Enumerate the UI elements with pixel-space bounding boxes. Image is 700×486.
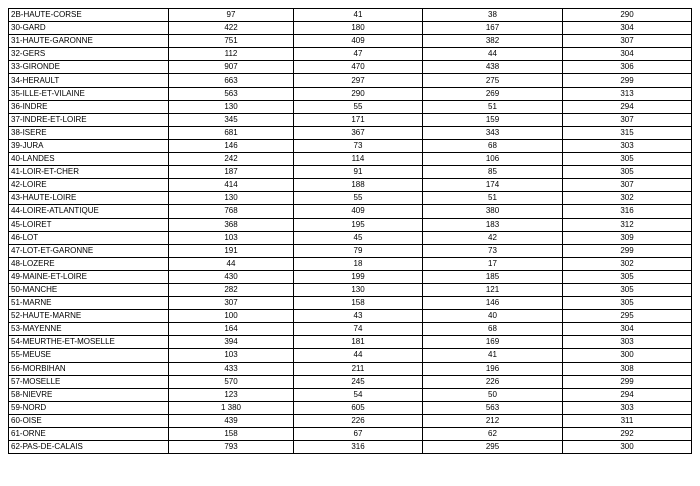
value-cell: 367 bbox=[294, 126, 423, 139]
department-name-cell: 61-ORNE bbox=[9, 428, 169, 441]
department-name-cell: 38-ISERE bbox=[9, 126, 169, 139]
value-cell: 44 bbox=[423, 48, 563, 61]
value-cell: 315 bbox=[563, 126, 692, 139]
value-cell: 212 bbox=[423, 414, 563, 427]
value-cell: 171 bbox=[294, 113, 423, 126]
value-cell: 302 bbox=[563, 257, 692, 270]
value-cell: 130 bbox=[294, 283, 423, 296]
table-row bbox=[9, 401, 692, 414]
value-cell: 42 bbox=[423, 231, 563, 244]
value-cell: 380 bbox=[423, 205, 563, 218]
department-name-cell: 42-LOIRE bbox=[9, 179, 169, 192]
value-cell: 62 bbox=[423, 428, 563, 441]
department-name-cell: 62-PAS-DE-CALAIS bbox=[9, 441, 169, 454]
value-cell: 199 bbox=[294, 270, 423, 283]
value-cell: 316 bbox=[563, 205, 692, 218]
value-cell: 414 bbox=[169, 179, 294, 192]
table-row bbox=[9, 126, 692, 139]
value-cell: 311 bbox=[563, 414, 692, 427]
department-name-cell: 43-HAUTE-LOIRE bbox=[9, 192, 169, 205]
value-cell: 907 bbox=[169, 61, 294, 74]
value-cell: 183 bbox=[423, 218, 563, 231]
value-cell: 269 bbox=[423, 87, 563, 100]
value-cell: 305 bbox=[563, 297, 692, 310]
table-row bbox=[9, 100, 692, 113]
value-cell: 307 bbox=[563, 35, 692, 48]
value-cell: 394 bbox=[169, 336, 294, 349]
value-cell: 191 bbox=[169, 244, 294, 257]
value-cell: 299 bbox=[563, 375, 692, 388]
value-cell: 158 bbox=[294, 297, 423, 310]
value-cell: 50 bbox=[423, 388, 563, 401]
value-cell: 67 bbox=[294, 428, 423, 441]
department-name-cell: 49-MAINE-ET-LOIRE bbox=[9, 270, 169, 283]
value-cell: 295 bbox=[563, 310, 692, 323]
value-cell: 174 bbox=[423, 179, 563, 192]
value-cell: 438 bbox=[423, 61, 563, 74]
value-cell: 73 bbox=[423, 244, 563, 257]
value-cell: 226 bbox=[423, 375, 563, 388]
department-name-cell: 48-LOZERE bbox=[9, 257, 169, 270]
department-name-cell: 46-LOT bbox=[9, 231, 169, 244]
value-cell: 368 bbox=[169, 218, 294, 231]
department-name-cell: 56-MORBIHAN bbox=[9, 362, 169, 375]
value-cell: 114 bbox=[294, 153, 423, 166]
value-cell: 55 bbox=[294, 100, 423, 113]
value-cell: 91 bbox=[294, 166, 423, 179]
table-body bbox=[9, 9, 692, 454]
value-cell: 44 bbox=[294, 349, 423, 362]
value-cell: 768 bbox=[169, 205, 294, 218]
value-cell: 103 bbox=[169, 349, 294, 362]
value-cell: 180 bbox=[294, 22, 423, 35]
value-cell: 45 bbox=[294, 231, 423, 244]
table-row bbox=[9, 166, 692, 179]
table-row bbox=[9, 153, 692, 166]
table-row bbox=[9, 270, 692, 283]
value-cell: 313 bbox=[563, 87, 692, 100]
value-cell: 305 bbox=[563, 283, 692, 296]
value-cell: 106 bbox=[423, 153, 563, 166]
value-cell: 307 bbox=[563, 113, 692, 126]
value-cell: 245 bbox=[294, 375, 423, 388]
table-row bbox=[9, 310, 692, 323]
table-row bbox=[9, 441, 692, 454]
department-name-cell: 37-INDRE-ET-LOIRE bbox=[9, 113, 169, 126]
value-cell: 79 bbox=[294, 244, 423, 257]
value-cell: 304 bbox=[563, 323, 692, 336]
value-cell: 130 bbox=[169, 192, 294, 205]
value-cell: 663 bbox=[169, 74, 294, 87]
department-name-cell: 52-HAUTE-MARNE bbox=[9, 310, 169, 323]
table-row bbox=[9, 35, 692, 48]
value-cell: 306 bbox=[563, 61, 692, 74]
value-cell: 74 bbox=[294, 323, 423, 336]
value-cell: 422 bbox=[169, 22, 294, 35]
value-cell: 169 bbox=[423, 336, 563, 349]
table-row bbox=[9, 74, 692, 87]
department-name-cell: 36-INDRE bbox=[9, 100, 169, 113]
value-cell: 300 bbox=[563, 349, 692, 362]
value-cell: 299 bbox=[563, 244, 692, 257]
value-cell: 605 bbox=[294, 401, 423, 414]
value-cell: 303 bbox=[563, 401, 692, 414]
value-cell: 343 bbox=[423, 126, 563, 139]
table-row bbox=[9, 48, 692, 61]
value-cell: 112 bbox=[169, 48, 294, 61]
value-cell: 793 bbox=[169, 441, 294, 454]
value-cell: 123 bbox=[169, 388, 294, 401]
value-cell: 195 bbox=[294, 218, 423, 231]
value-cell: 187 bbox=[169, 166, 294, 179]
value-cell: 100 bbox=[169, 310, 294, 323]
department-name-cell: 51-MARNE bbox=[9, 297, 169, 310]
department-name-cell: 33-GIRONDE bbox=[9, 61, 169, 74]
value-cell: 51 bbox=[423, 192, 563, 205]
value-cell: 312 bbox=[563, 218, 692, 231]
table-row bbox=[9, 428, 692, 441]
table-row bbox=[9, 323, 692, 336]
value-cell: 68 bbox=[423, 323, 563, 336]
value-cell: 146 bbox=[423, 297, 563, 310]
department-name-cell: 59-NORD bbox=[9, 401, 169, 414]
value-cell: 305 bbox=[563, 270, 692, 283]
value-cell: 433 bbox=[169, 362, 294, 375]
table-row bbox=[9, 87, 692, 100]
value-cell: 103 bbox=[169, 231, 294, 244]
value-cell: 164 bbox=[169, 323, 294, 336]
value-cell: 43 bbox=[294, 310, 423, 323]
value-cell: 307 bbox=[169, 297, 294, 310]
value-cell: 159 bbox=[423, 113, 563, 126]
value-cell: 68 bbox=[423, 139, 563, 152]
value-cell: 1 380 bbox=[169, 401, 294, 414]
department-name-cell: 55-MEUSE bbox=[9, 349, 169, 362]
table-row bbox=[9, 375, 692, 388]
value-cell: 85 bbox=[423, 166, 563, 179]
table-row bbox=[9, 388, 692, 401]
value-cell: 304 bbox=[563, 22, 692, 35]
value-cell: 47 bbox=[294, 48, 423, 61]
table-row bbox=[9, 349, 692, 362]
table-row bbox=[9, 257, 692, 270]
table-row bbox=[9, 205, 692, 218]
value-cell: 409 bbox=[294, 205, 423, 218]
department-name-cell: 34-HERAULT bbox=[9, 74, 169, 87]
value-cell: 146 bbox=[169, 139, 294, 152]
department-name-cell: 41-LOIR-ET-CHER bbox=[9, 166, 169, 179]
value-cell: 439 bbox=[169, 414, 294, 427]
table-row bbox=[9, 362, 692, 375]
value-cell: 563 bbox=[423, 401, 563, 414]
table-row bbox=[9, 22, 692, 35]
value-cell: 302 bbox=[563, 192, 692, 205]
value-cell: 226 bbox=[294, 414, 423, 427]
department-name-cell: 53-MAYENNE bbox=[9, 323, 169, 336]
value-cell: 242 bbox=[169, 153, 294, 166]
department-name-cell: 57-MOSELLE bbox=[9, 375, 169, 388]
value-cell: 41 bbox=[423, 349, 563, 362]
value-cell: 41 bbox=[294, 9, 423, 22]
value-cell: 17 bbox=[423, 257, 563, 270]
value-cell: 188 bbox=[294, 179, 423, 192]
value-cell: 294 bbox=[563, 100, 692, 113]
value-cell: 18 bbox=[294, 257, 423, 270]
value-cell: 292 bbox=[563, 428, 692, 441]
value-cell: 97 bbox=[169, 9, 294, 22]
value-cell: 563 bbox=[169, 87, 294, 100]
department-name-cell: 50-MANCHE bbox=[9, 283, 169, 296]
value-cell: 305 bbox=[563, 153, 692, 166]
value-cell: 181 bbox=[294, 336, 423, 349]
value-cell: 299 bbox=[563, 74, 692, 87]
department-name-cell: 45-LOIRET bbox=[9, 218, 169, 231]
value-cell: 54 bbox=[294, 388, 423, 401]
department-name-cell: 58-NIEVRE bbox=[9, 388, 169, 401]
value-cell: 307 bbox=[563, 179, 692, 192]
table-row bbox=[9, 297, 692, 310]
department-name-cell: 40-LANDES bbox=[9, 153, 169, 166]
department-name-cell: 35-ILLE-ET-VILAINE bbox=[9, 87, 169, 100]
department-name-cell: 31-HAUTE-GARONNE bbox=[9, 35, 169, 48]
value-cell: 300 bbox=[563, 441, 692, 454]
value-cell: 304 bbox=[563, 48, 692, 61]
table-row bbox=[9, 61, 692, 74]
value-cell: 130 bbox=[169, 100, 294, 113]
value-cell: 275 bbox=[423, 74, 563, 87]
table-row bbox=[9, 179, 692, 192]
table-row bbox=[9, 218, 692, 231]
value-cell: 44 bbox=[169, 257, 294, 270]
department-name-cell: 54-MEURTHE-ET-MOSELLE bbox=[9, 336, 169, 349]
value-cell: 430 bbox=[169, 270, 294, 283]
department-name-cell: 2B-HAUTE-CORSE bbox=[9, 9, 169, 22]
department-name-cell: 60-OISE bbox=[9, 414, 169, 427]
department-name-cell: 30-GARD bbox=[9, 22, 169, 35]
value-cell: 751 bbox=[169, 35, 294, 48]
value-cell: 308 bbox=[563, 362, 692, 375]
table-row bbox=[9, 244, 692, 257]
table-row bbox=[9, 231, 692, 244]
value-cell: 158 bbox=[169, 428, 294, 441]
value-cell: 55 bbox=[294, 192, 423, 205]
table-row bbox=[9, 139, 692, 152]
value-cell: 185 bbox=[423, 270, 563, 283]
value-cell: 196 bbox=[423, 362, 563, 375]
value-cell: 316 bbox=[294, 441, 423, 454]
department-data-table bbox=[8, 8, 692, 454]
table-row bbox=[9, 9, 692, 22]
value-cell: 38 bbox=[423, 9, 563, 22]
value-cell: 294 bbox=[563, 388, 692, 401]
value-cell: 290 bbox=[563, 9, 692, 22]
value-cell: 295 bbox=[423, 441, 563, 454]
department-name-cell: 47-LOT-ET-GARONNE bbox=[9, 244, 169, 257]
table-row bbox=[9, 192, 692, 205]
value-cell: 470 bbox=[294, 61, 423, 74]
value-cell: 309 bbox=[563, 231, 692, 244]
value-cell: 345 bbox=[169, 113, 294, 126]
value-cell: 303 bbox=[563, 139, 692, 152]
table-row bbox=[9, 414, 692, 427]
table-row bbox=[9, 283, 692, 296]
value-cell: 305 bbox=[563, 166, 692, 179]
value-cell: 409 bbox=[294, 35, 423, 48]
department-name-cell: 39-JURA bbox=[9, 139, 169, 152]
value-cell: 382 bbox=[423, 35, 563, 48]
value-cell: 73 bbox=[294, 139, 423, 152]
value-cell: 40 bbox=[423, 310, 563, 323]
value-cell: 167 bbox=[423, 22, 563, 35]
value-cell: 290 bbox=[294, 87, 423, 100]
value-cell: 297 bbox=[294, 74, 423, 87]
value-cell: 51 bbox=[423, 100, 563, 113]
value-cell: 121 bbox=[423, 283, 563, 296]
department-name-cell: 44-LOIRE-ATLANTIQUE bbox=[9, 205, 169, 218]
table-row bbox=[9, 113, 692, 126]
value-cell: 211 bbox=[294, 362, 423, 375]
value-cell: 681 bbox=[169, 126, 294, 139]
value-cell: 303 bbox=[563, 336, 692, 349]
value-cell: 282 bbox=[169, 283, 294, 296]
department-name-cell: 32-GERS bbox=[9, 48, 169, 61]
table-row bbox=[9, 336, 692, 349]
value-cell: 570 bbox=[169, 375, 294, 388]
